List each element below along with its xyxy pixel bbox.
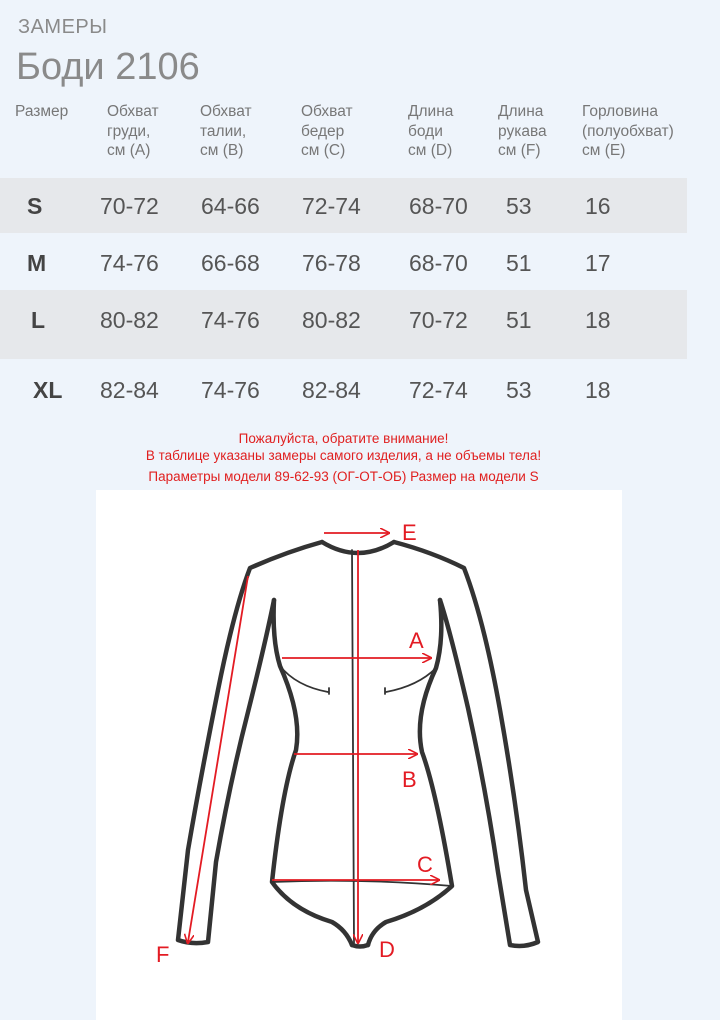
table-header-hips: Обхват бедер см (C) — [301, 103, 353, 159]
hips-cell: 82-84 — [302, 377, 361, 403]
chest-cell: 82-84 — [100, 377, 159, 403]
label-e: E — [402, 520, 417, 545]
section-kicker: ЗАМЕРЫ — [18, 16, 108, 38]
bodysuit-illustration — [96, 490, 622, 1020]
size-cell: S — [27, 193, 43, 219]
body-length-cell: 68-70 — [409, 250, 468, 276]
chest-cell: 70-72 — [100, 193, 159, 219]
label-b: B — [402, 767, 417, 792]
notice-line-3: Параметры модели 89-62-93 (ОГ-ОТ-ОБ) Размер на модели S — [148, 469, 539, 484]
table-header-size: Размер — [15, 103, 69, 120]
body-length-cell: 68-70 — [409, 193, 468, 219]
waist-cell: 66-68 — [201, 250, 260, 276]
table-row — [0, 359, 687, 421]
size-cell: L — [31, 307, 46, 333]
body-length-cell: 70-72 — [409, 307, 468, 333]
neckline-cell: 17 — [585, 250, 611, 276]
table-header-waist: Обхват талии, см (B) — [200, 103, 252, 159]
table-header-body-length: Длина боди см (D) — [408, 103, 454, 159]
size-cell: XL — [33, 377, 63, 403]
waist-cell: 74-76 — [201, 307, 260, 333]
hips-cell: 76-78 — [302, 250, 361, 276]
neckline-cell: 16 — [585, 193, 611, 219]
hips-cell: 72-74 — [302, 193, 361, 219]
neckline-cell: 18 — [585, 377, 611, 403]
label-c: C — [417, 852, 433, 877]
chest-cell: 74-76 — [100, 250, 159, 276]
sleeve-length-cell: 53 — [506, 377, 532, 403]
label-a: A — [409, 628, 424, 653]
sleeve-length-cell: 51 — [506, 307, 532, 333]
label-d: D — [379, 937, 395, 962]
sleeve-length-arrow — [188, 576, 248, 942]
hips-cell: 80-82 — [302, 307, 361, 333]
waist-cell: 64-66 — [201, 193, 260, 219]
page-title: Боди 2106 — [16, 46, 200, 88]
sleeve-length-cell: 51 — [506, 250, 532, 276]
label-f: F — [156, 942, 170, 967]
notice-line-2: В таблице указаны замеры самого изделия, а не объемы тела! — [145, 448, 542, 463]
notice-line-1: Пожалуйста, обратите внимание! — [238, 431, 449, 446]
bodysuit-details — [272, 550, 452, 943]
table-header-sleeve-length: Длина рукава см (F) — [498, 103, 547, 159]
table-row — [0, 178, 687, 233]
table-row — [0, 233, 687, 290]
table-row — [0, 290, 687, 359]
body-length-cell: 72-74 — [409, 377, 468, 403]
size-cell: M — [27, 250, 47, 276]
sleeve-length-cell: 53 — [506, 193, 532, 219]
waist-cell: 74-76 — [201, 377, 260, 403]
measurement-diagram — [96, 490, 622, 1020]
neckline-cell: 18 — [585, 307, 611, 333]
chest-cell: 80-82 — [100, 307, 159, 333]
table-header-neckline: Горловина (полуобхват) см (E) — [582, 103, 674, 159]
table-header-chest: Обхват груди, см (A) — [107, 103, 159, 159]
